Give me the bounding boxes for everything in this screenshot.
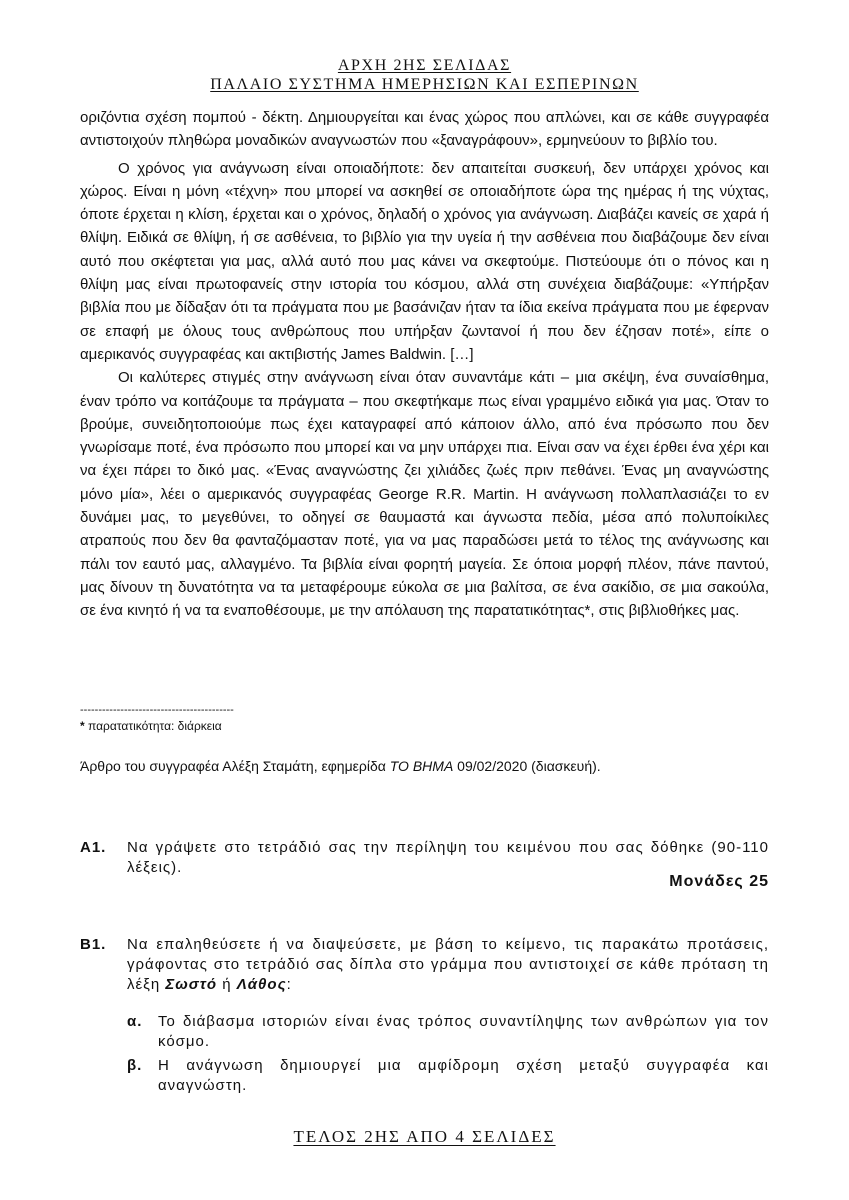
footnote-marker: * <box>80 719 85 733</box>
page-header <box>0 56 849 94</box>
item-a-text: Το διάβασμα ιστοριών είναι ένας τρόπος συναντίληψης των ανθρώπων για τον κόσμο. <box>158 1013 769 1050</box>
question-a1-text: Να γράψετε στο τετράδιό σας την περίληψη του κειμένου που σας δόθηκε (90-110 λέξεις). <box>127 839 769 876</box>
paragraph-2: Ο χρόνος για ανάγνωση είναι οποιαδήποτε: δεν απαιτείται συσκευή, δεν υπάρχει χρόνος και χώρος. Είναι η μόνη «τέχνη» που μπορεί να ασκηθεί σε οποιαδήποτε ώρα της ημέρας ή της νύχτας, όποτε έρχεται η κλίση, έρχεται και ο χρόνος, δηλαδή ο χρόνος για ανάγνωση. Διαβάζει κανείς σε χαρά ή θλίψη. Ειδικά σε θλίψη, ή σε ασθένεια, το βιβλίο για την υγεία ή την ασθένεια που διαβάζουμε δεν είναι αυτό που σκέφτεται για μας, αλλά αυτό που μας κάνει να σκεφτούμε. Πιστεύουμε ότι ο πόνος και η θλίψη μας είναι πρωτοφανείς στην ιστορία του κόσμου, αλλά στη συνέχεια διαβάζουμε: «Υπήρξαν βιβλία που με δίδαξαν ότι τα πράγματα που με βασάνιζαν ήταν τα ίδια εκείνα πράγματα που με έφερναν σε επαφή με όλους τους ανθρώπους που υπήρξαν ζωντανοί ή που δεν έζησαν ποτέ», είπε ο αμερικανός συγγραφέας και ακτιβιστής James Baldwin. […] <box>80 159 769 363</box>
false-word: Λάθος <box>236 976 287 993</box>
item-b-text: Η ανάγνωση δημιουργεί μια αμφίδρομη σχέση μεταξύ συγγραφέα και αναγνώστη. <box>158 1057 769 1094</box>
article-source <box>80 758 601 774</box>
footnote-rule: ------------------------------------------ <box>80 704 234 716</box>
header-line-1: ΑΡΧΗ 2ΗΣ ΣΕΛΙΔΑΣ <box>337 57 512 74</box>
paragraph-1: οριζόντια σχέση πομπού - δέκτη. Δημιουργείται και ένας χώρος που απλώνει, και σε κάθε συγγραφέα αντιστοιχούν πληθώρα μοναδικών αναγνωστών που «ξαναγράφουν», ερμηνεύουν το βιβλίο του. <box>80 109 769 150</box>
paragraph-3: Οι καλύτερες στιγμές στην ανάγνωση είναι όταν συναντάμε κάτι – μια σκέψη, ένα συναίσθημα, έναν τρόπο να κοιτάζουμε τα πράγματα – που σκεφτήκαμε πως είναι γραμμένο ειδικά για μας. Όταν το βρούμε, συνειδητοποιούμε πως έχει καταγραφεί από κάποιον άλλο, από ένα πρόσωπο που δεν γνωρίσαμε ποτέ, ένα πρόσωπο που μπορεί και να μην υπάρχει πια. Είναι σαν να έχει έρθει ένα χέρι και να έχει πάρει το δικό μας. «Ένας αναγνώστης ζει χιλιάδες ζωές πριν πεθάνει. Ένας μη αναγνώστης μόνο μία», λέει ο αμερικανός συγγραφέας George R.R. Martin. Η ανάγνωση πολλαπλασιάζει το εν δυνάμει μας, το μεγεθύνει, το οδηγεί σε θαυμαστά και άγνωστα πεδία, μέσα από πολυποίκιλες ατραπούς που δεν θα φανταζόμασταν ποτέ, για να μας παραδώσει μετά το τέλος της ανάγνωσης και πάλι τον εαυτό μας, αλλαγμένο. Τα βιβλία είναι φορητή μαγεία. Σε όποια μορφή πλέον, πάνε παντού, μας δίνουν τη δυνατότητα να τα μεταφέρουμε εύκολα σε μια βαλίτσα, σε ένα σακίδιο, σε μια σακούλα, σε ένα κινητό ή να τα εναποθέσουμε, με την απόλαυση της παρατατικότητας*, στις βιβλιοθήκες μας. <box>80 369 769 620</box>
newspaper-name: ΤΟ ΒΗΜΑ <box>389 758 454 774</box>
question-b1-text: Να επαληθεύσετε ή να διαψεύσετε, με βάση το κείμενο, τις παρακάτω προτάσεις, γράφοντας στο τετράδιό σας δίπλα στο γράμμα που αντιστοιχεί σε κάθε πρόταση τη λέξη Σωστό ή Λάθος: <box>127 936 769 993</box>
footnote-text: παρατατικότητα: διάρκεια <box>84 719 222 733</box>
source-prefix: Άρθρο του συγγραφέα Αλέξη Σταμάτη, εφημερίδα <box>80 758 390 774</box>
question-a1-label: Α1. <box>80 839 107 856</box>
item-a-letter: α. <box>127 1013 143 1030</box>
article-body <box>80 106 769 623</box>
question-b1-label: Β1. <box>80 936 107 953</box>
header-line-2: ΠΑΛΑΙΟ ΣΥΣΤΗΜΑ ΗΜΕΡΗΣΙΩΝ ΚΑΙ ΕΣΠΕΡΙΝΩΝ <box>210 76 639 93</box>
footnote <box>80 719 222 733</box>
item-b-letter: β. <box>127 1057 143 1074</box>
page-footer: ΤΕΛΟΣ 2ΗΣ ΑΠΟ 4 ΣΕΛΙΔΕΣ <box>293 1127 556 1146</box>
true-word: Σωστό <box>165 976 218 993</box>
question-a1-marks: Μονάδες 25 <box>669 873 769 890</box>
source-suffix: 09/02/2020 (διασκευή). <box>453 758 601 774</box>
